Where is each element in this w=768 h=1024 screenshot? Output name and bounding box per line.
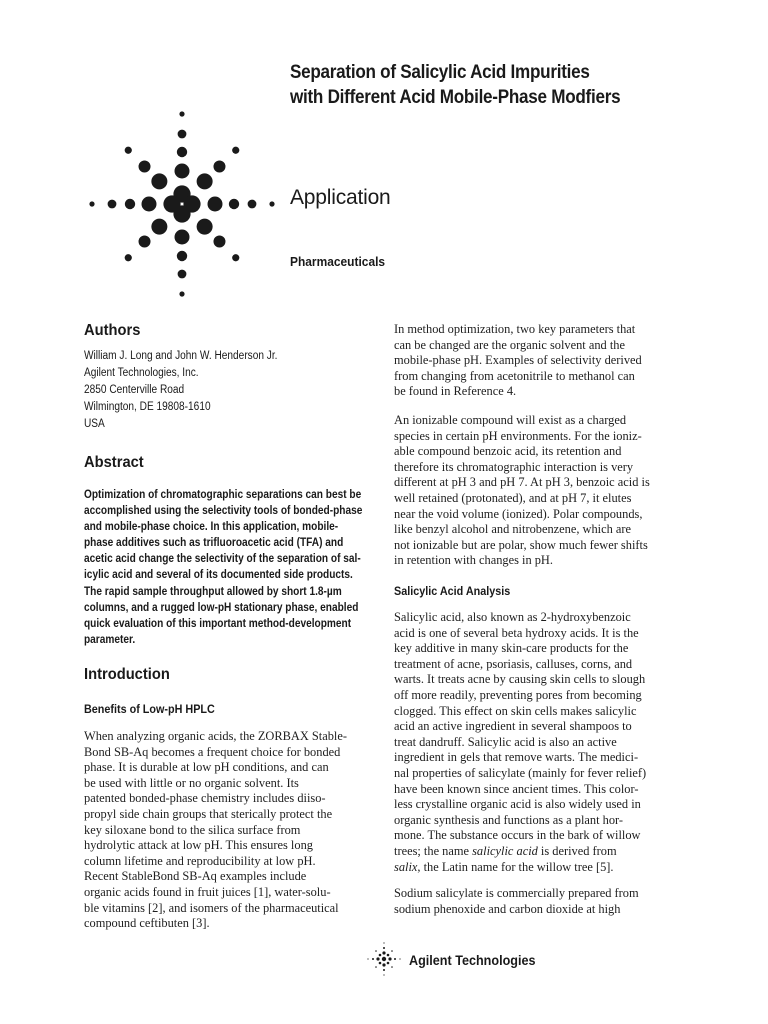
document-type: Application bbox=[290, 186, 391, 209]
body-line: warts. It treats acne by causing skin cells to slough bbox=[394, 672, 646, 687]
body-line: off more readily, preventing pores from becoming bbox=[394, 687, 642, 702]
body-line: like benzyl alcohol and nitrobenzene, which are bbox=[394, 522, 632, 537]
body-line: not ionizable but are polar, show much fewer shifts bbox=[394, 537, 648, 552]
body-line: less crystalline organic acid is also widely used in bbox=[394, 797, 641, 812]
body-line: column lifetime and reproducibility at low pH. bbox=[84, 853, 316, 868]
logo-dot bbox=[142, 197, 157, 212]
body-line: Sodium salicylate is commercially prepared from bbox=[394, 886, 639, 900]
body-line: organic acids found in fruit juices [1], water-solu- bbox=[84, 884, 331, 899]
logo-dot bbox=[248, 200, 257, 209]
abstract-body bbox=[84, 487, 374, 648]
document-category: Pharmaceuticals bbox=[290, 254, 386, 269]
title-line-2: with Different Acid Mobile-Phase Modfiers bbox=[290, 87, 621, 108]
body-line: ingredient in gels that remove warts. The medici- bbox=[394, 750, 639, 765]
logo-dot bbox=[139, 235, 151, 247]
method-optimization-paragraph bbox=[394, 322, 694, 400]
body-line bbox=[394, 844, 694, 860]
body-line: acid an active ingredient in several shampoos to bbox=[394, 719, 632, 734]
body-line: sodium phenoxide and carbon dioxide at high bbox=[394, 901, 621, 916]
logo-dot bbox=[177, 251, 187, 261]
logo-dot bbox=[197, 219, 213, 235]
body-line: hydrolytic attack at low pH. This ensures long bbox=[84, 838, 313, 853]
body-line: from changing from acetonitrile to methanol can bbox=[394, 368, 635, 383]
authors-list bbox=[84, 348, 278, 433]
body-line: in retention with changes in pH. bbox=[394, 553, 553, 568]
author-line: 2850 Centerville Road bbox=[84, 384, 185, 396]
body-line: patented bonded-phase chemistry includes diiso- bbox=[84, 791, 326, 806]
body-line: mobile-phase pH. Examples of selectivity derived bbox=[394, 353, 642, 368]
author-line: USA bbox=[84, 418, 105, 430]
footer-spark-icon bbox=[366, 940, 402, 978]
body-line: Bond SB-Aq becomes a frequent choice for bonded bbox=[84, 744, 341, 759]
logo-dot bbox=[175, 230, 190, 245]
author-line: Wilmington, DE 19808-1610 bbox=[84, 401, 211, 413]
footer-brand-name: Agilent Technologies bbox=[409, 952, 536, 968]
logo-dot bbox=[232, 147, 239, 154]
logo-dot bbox=[178, 270, 187, 279]
italic-term: salicylic acid bbox=[472, 843, 538, 858]
ionizable-compound-paragraph bbox=[394, 413, 694, 569]
body-line: clogged. This effect on skin cells makes salicylic bbox=[394, 703, 637, 718]
body-line: key additive in many skin-care products for the bbox=[394, 641, 629, 656]
body-line: When analyzing organic acids, the ZORBAX Stable- bbox=[84, 729, 347, 743]
logo-dot bbox=[125, 147, 132, 154]
logo-dot bbox=[208, 197, 223, 212]
introduction-body bbox=[84, 729, 384, 932]
logo-dot bbox=[177, 147, 187, 157]
body-line: Salicylic acid, also known as 2-hydroxybenzoic bbox=[394, 610, 631, 624]
logo-dot bbox=[179, 111, 184, 116]
body-line: can be changed are the organic solvent and the bbox=[394, 337, 625, 352]
logo-dot bbox=[175, 164, 190, 179]
body-line: acid is one of several beta hydroxy acids. It is the bbox=[394, 625, 639, 640]
author-line: William J. Long and John W. Henderson Jr. bbox=[84, 350, 278, 362]
logo-dot bbox=[89, 201, 94, 206]
body-line: compound ceftibuten [3]. bbox=[84, 916, 210, 931]
abstract-line: icylic acid and several of its documented side products. bbox=[84, 569, 353, 582]
body-line: treat dandruff. Salicylic acid is also an active bbox=[394, 734, 617, 749]
text-run: trees; the name bbox=[394, 843, 473, 858]
document-title bbox=[290, 60, 704, 110]
logo-dot bbox=[151, 219, 167, 235]
italic-term: salix bbox=[394, 859, 418, 874]
abstract-line: The rapid sample throughput allowed by short 1.8-µm bbox=[84, 585, 342, 598]
body-line: organic synthesis and functions as a plant hor- bbox=[394, 812, 624, 827]
agilent-spark-logo bbox=[80, 96, 280, 308]
low-ph-subheading: Benefits of Low-pH HPLC bbox=[84, 702, 215, 716]
abstract-line: columns, and a rugged low-pH stationary phase, enabled bbox=[84, 601, 359, 614]
body-line: key siloxane bond to the silica surface from bbox=[84, 822, 301, 837]
salicylic-acid-paragraph bbox=[394, 610, 694, 875]
body-line: phase. It is durable at low pH conditions, and can bbox=[84, 760, 329, 775]
sodium-salicylate-paragraph bbox=[394, 886, 694, 917]
body-line: Recent StableBond SB-Aq examples include bbox=[84, 869, 307, 884]
abstract-line: acetic acid change the selectivity of the separation of sal- bbox=[84, 553, 361, 566]
logo-dot bbox=[151, 173, 167, 189]
body-line: mone. The substance occurs in the bark of willow bbox=[394, 828, 641, 843]
abstract-line: and mobile-phase choice. In this application, mobile- bbox=[84, 521, 339, 534]
body-line: nal properties of salicylate (mainly for fever relief) bbox=[394, 765, 647, 780]
body-line: have been known since ancient times. This color- bbox=[394, 781, 639, 796]
logo-dot bbox=[125, 199, 135, 209]
body-line: propyl side chain groups that sterically protect the bbox=[84, 806, 333, 821]
logo-dot bbox=[125, 254, 132, 261]
abstract-heading: Abstract bbox=[84, 454, 144, 471]
body-line: therefore its chromatographic interaction is very bbox=[394, 459, 634, 474]
body-line: In method optimization, two key parameters that bbox=[394, 322, 636, 336]
authors-heading: Authors bbox=[84, 322, 141, 339]
body-line: able compound benzoic acid, its retention and bbox=[394, 444, 622, 459]
logo-dot bbox=[178, 130, 187, 139]
body-line: An ionizable compound will exist as a charged bbox=[394, 413, 627, 427]
title-line-1: Separation of Salicylic Acid Impurities bbox=[290, 62, 590, 83]
author-line: Agilent Technologies, Inc. bbox=[84, 367, 199, 379]
text-run: is derived from bbox=[537, 843, 617, 858]
logo-dot bbox=[269, 201, 274, 206]
logo-dot bbox=[213, 161, 225, 173]
logo-dot bbox=[108, 200, 117, 209]
body-line: be used with little or no organic solvent. Its bbox=[84, 775, 299, 790]
logo-dot bbox=[213, 235, 225, 247]
body-line: different at pH 3 and pH 7. At pH 3, benzoic acid is bbox=[394, 475, 650, 490]
logo-dot bbox=[179, 291, 184, 296]
logo-dot bbox=[139, 161, 151, 173]
body-line: species in certain pH environments. For the ioniz- bbox=[394, 428, 642, 443]
introduction-heading: Introduction bbox=[84, 666, 170, 683]
body-line: be found in Reference 4. bbox=[394, 384, 517, 399]
logo-dot bbox=[232, 254, 239, 261]
abstract-line: parameter. bbox=[84, 633, 136, 646]
abstract-line: phase additives such as trifluoroacetic acid (TFA) and bbox=[84, 537, 344, 550]
body-line: near the void volume (ionized). Polar compounds, bbox=[394, 506, 643, 521]
abstract-line: Optimization of chromatographic separations can best be bbox=[84, 489, 362, 501]
salicylic-acid-analysis-subheading: Salicylic Acid Analysis bbox=[394, 584, 511, 598]
body-line: ble vitamins [2], and isomers of the pharmaceutical bbox=[84, 900, 339, 915]
text-run: , the Latin name for the willow tree [5]. bbox=[417, 859, 614, 874]
body-line bbox=[394, 860, 694, 876]
abstract-line: accomplished using the selectivity tools of bonded-phase bbox=[84, 505, 363, 518]
logo-dot bbox=[163, 195, 180, 212]
body-line: treatment of acne, psoriasis, calluses, corns, and bbox=[394, 656, 633, 671]
logo-dot bbox=[229, 199, 239, 209]
abstract-line: quick evaluation of this important method-development bbox=[84, 617, 352, 630]
body-line: well retained (protonated), and at pH 7, it elutes bbox=[394, 490, 632, 505]
logo-dot bbox=[197, 173, 213, 189]
